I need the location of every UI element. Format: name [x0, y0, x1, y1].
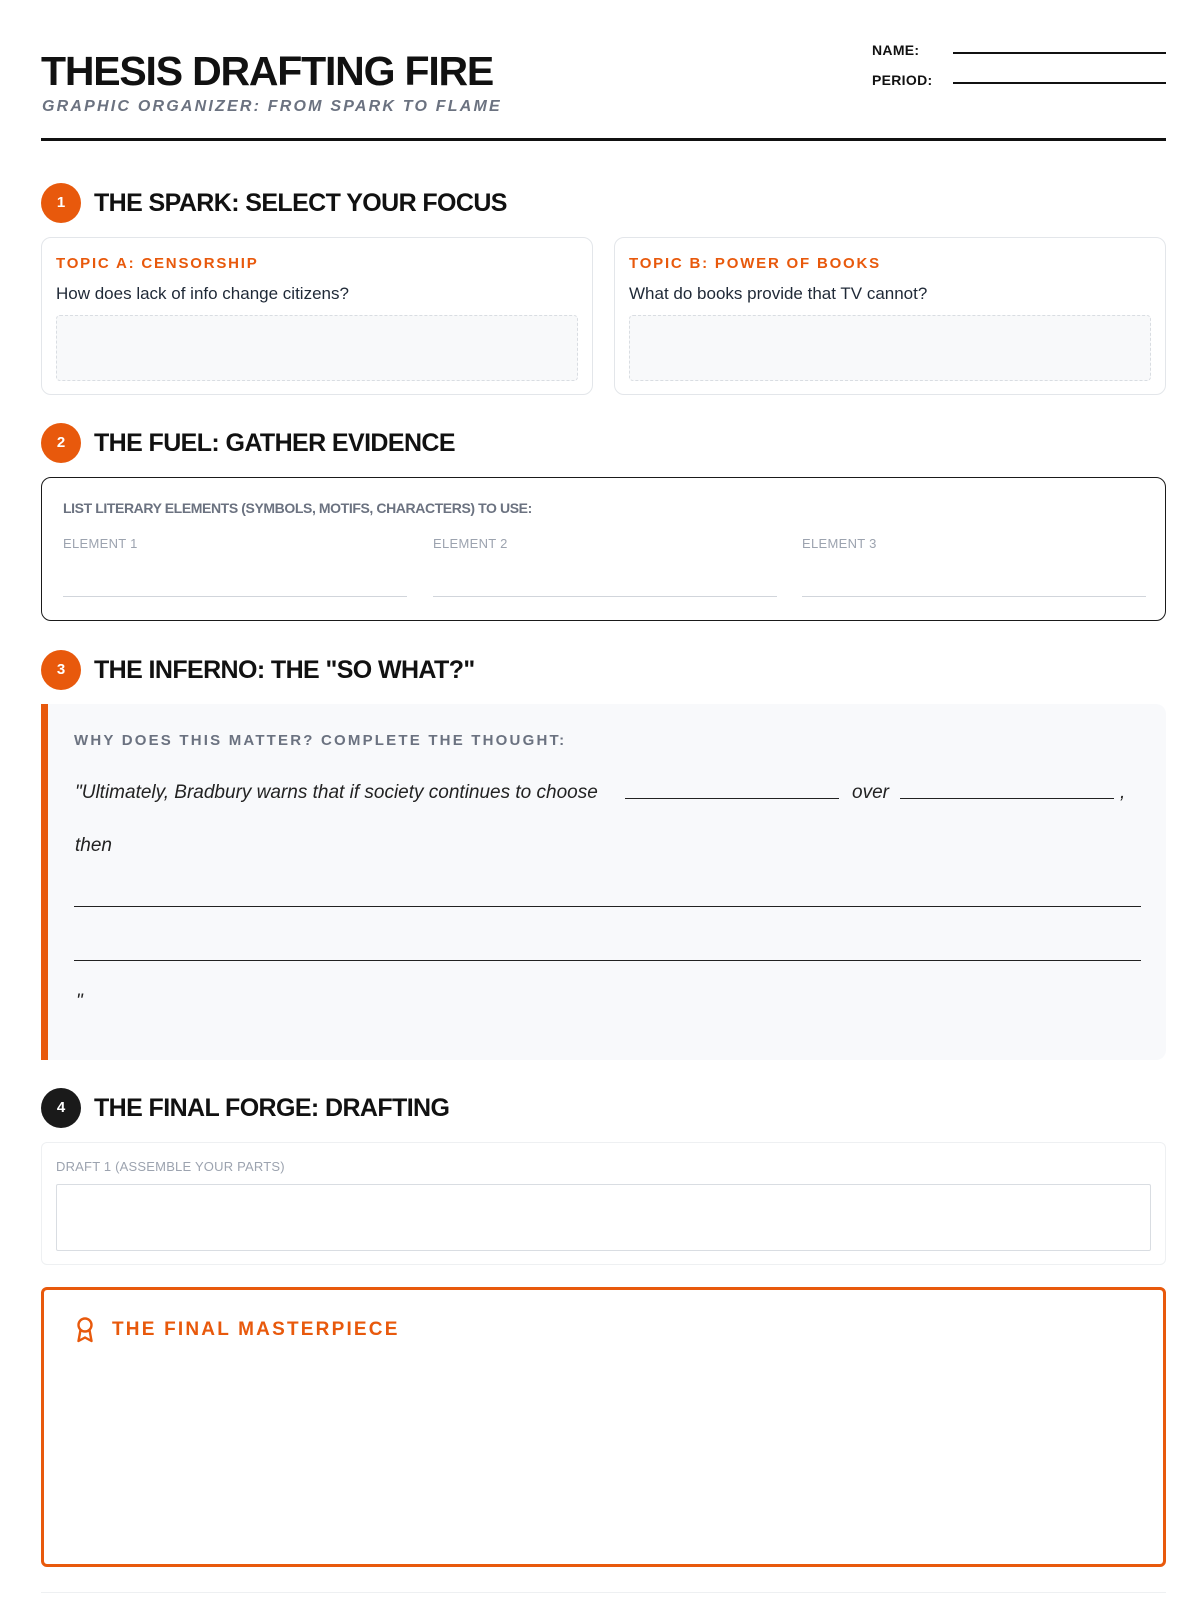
element-1-input-line[interactable]	[63, 596, 407, 597]
section-number-badge: 4	[41, 1088, 81, 1128]
sentence-then: then	[75, 835, 112, 856]
element-label: ELEMENT 1	[63, 536, 138, 551]
section-title: THE FINAL FORGE: DRAFTING	[94, 1094, 450, 1122]
section-forge-heading	[41, 1088, 1166, 1128]
element-label: ELEMENT 2	[433, 536, 508, 551]
topic-a-card	[41, 237, 593, 395]
draft-1-label: DRAFT 1 (ASSEMBLE YOUR PARTS)	[56, 1159, 285, 1174]
topic-a-label: TOPIC A: CENSORSHIP	[56, 255, 259, 272]
section-number-badge: 3	[41, 650, 81, 690]
section-number-badge: 1	[41, 183, 81, 223]
page-bottom-divider	[41, 1592, 1166, 1593]
draft-1-box	[41, 1142, 1166, 1265]
consequence-line-2[interactable]	[74, 960, 1141, 961]
evidence-instruction: LIST LITERARY ELEMENTS (SYMBOLS, MOTIFS, CHARACTERS) TO USE:	[63, 500, 532, 516]
period-label: PERIOD:	[872, 72, 933, 88]
choice-b-blank[interactable]	[900, 798, 1114, 799]
consequence-line-1[interactable]	[74, 906, 1141, 907]
page-title: THESIS DRAFTING FIRE	[41, 48, 494, 94]
topic-a-question: How does lack of info change citizens?	[56, 284, 349, 303]
section-fuel-heading	[41, 423, 1166, 463]
closing-quote: "	[76, 991, 83, 1012]
sentence-start: "Ultimately, Bradbury warns that if society continues to choose	[75, 782, 598, 803]
name-field	[872, 42, 1166, 64]
draft-1-input[interactable]	[56, 1184, 1151, 1251]
evidence-box	[41, 477, 1166, 621]
section-title: THE INFERNO: THE "SO WHAT?"	[94, 656, 475, 684]
topic-b-answer-box[interactable]	[629, 315, 1151, 381]
element-1-field	[63, 536, 407, 599]
sentence-comma: ,	[1120, 782, 1126, 803]
topic-b-question: What do books provide that TV cannot?	[629, 284, 928, 303]
element-2-field	[433, 536, 777, 599]
so-what-panel	[41, 704, 1166, 1060]
section-title: THE SPARK: SELECT YOUR FOCUS	[94, 189, 507, 217]
final-masterpiece-title: THE FINAL MASTERPIECE	[112, 1319, 400, 1340]
topic-b-card	[614, 237, 1166, 395]
choice-a-blank[interactable]	[625, 798, 839, 799]
final-masterpiece-box[interactable]	[41, 1287, 1166, 1567]
topic-a-answer-box[interactable]	[56, 315, 578, 381]
section-title: THE FUEL: GATHER EVIDENCE	[94, 429, 455, 457]
name-input-line[interactable]	[953, 52, 1166, 54]
page-subtitle: GRAPHIC ORGANIZER: FROM SPARK TO FLAME	[42, 98, 502, 115]
element-3-field	[802, 536, 1146, 599]
award-ribbon-icon	[74, 1316, 96, 1344]
element-2-input-line[interactable]	[433, 596, 777, 597]
so-what-instruction: WHY DOES THIS MATTER? COMPLETE THE THOUGHT:	[74, 732, 567, 749]
section-number-badge: 2	[41, 423, 81, 463]
section-spark-heading	[41, 183, 1166, 223]
element-3-input-line[interactable]	[802, 596, 1146, 597]
name-label: NAME:	[872, 42, 920, 58]
period-field	[872, 72, 1166, 94]
topic-b-label: TOPIC B: POWER OF BOOKS	[629, 255, 881, 272]
period-input-line[interactable]	[953, 82, 1166, 84]
element-label: ELEMENT 3	[802, 536, 877, 551]
sentence-over: over	[852, 782, 889, 803]
section-inferno-heading	[41, 650, 1166, 690]
